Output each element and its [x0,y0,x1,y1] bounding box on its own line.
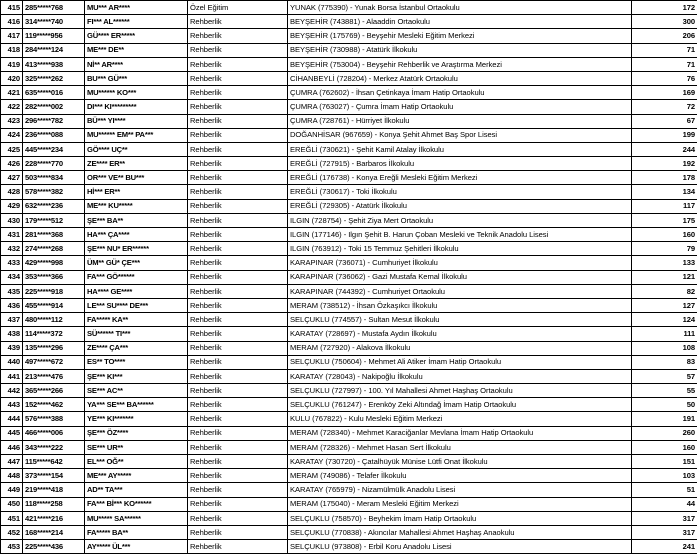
masked-name-cell: FA***** BA** [85,525,188,539]
score-cell: 199 [632,128,697,142]
masked-name-cell: ME*** DE** [85,43,188,57]
row-index-cell: 434 [1,270,23,284]
field-cell: Rehberlik [188,426,288,440]
masked-name-cell: Hİ*** ER** [85,185,188,199]
field-cell: Rehberlik [188,185,288,199]
table-row [1,497,697,511]
masked-name-cell: FA*** Bİ*** KO****** [85,497,188,511]
row-index-cell: 419 [1,57,23,71]
masked-id-cell: 135*****296 [23,341,85,355]
masked-id-cell: 480*****112 [23,313,85,327]
row-index-cell: 452 [1,525,23,539]
masked-name-cell: ME*** AY***** [85,469,188,483]
school-cell: KARATAY (730720) - Çatalhüyük Münise Lütfi Onat İlkokulu [288,455,632,469]
school-cell: KARATAY (728043) - Nakipoğlu İlkokulu [288,369,632,383]
table-row [1,256,697,270]
score-cell: 83 [632,355,697,369]
field-cell: Rehberlik [188,455,288,469]
masked-id-cell: 179*****512 [23,213,85,227]
field-cell: Rehberlik [188,469,288,483]
masked-name-cell: ŞE*** NU* ER****** [85,242,188,256]
table-row [1,540,697,554]
school-cell: ÇUMRA (728761) - Hürriyet İlkokulu [288,114,632,128]
masked-name-cell: SÜ****** TI*** [85,327,188,341]
masked-id-cell: 225*****436 [23,540,85,554]
field-cell: Rehberlik [188,525,288,539]
score-cell: 82 [632,284,697,298]
masked-name-cell: OR*** VE** BU*** [85,171,188,185]
masked-id-cell: 285*****768 [23,1,85,15]
masked-id-cell: 445*****234 [23,142,85,156]
field-cell: Rehberlik [188,171,288,185]
masked-name-cell: ZE**** ÇA*** [85,341,188,355]
field-cell: Rehberlik [188,15,288,29]
masked-id-cell: 118*****258 [23,497,85,511]
score-cell: 241 [632,540,697,554]
table-row [1,185,697,199]
masked-id-cell: 281*****368 [23,228,85,242]
table-row [1,455,697,469]
row-index-cell: 417 [1,29,23,43]
table-row [1,327,697,341]
score-cell: 172 [632,1,697,15]
field-cell: Rehberlik [188,199,288,213]
table-row [1,298,697,312]
row-index-cell: 448 [1,469,23,483]
masked-name-cell: ŞE*** KI*** [85,369,188,383]
score-cell: 117 [632,199,697,213]
table-row [1,86,697,100]
score-cell: 51 [632,483,697,497]
field-cell: Rehberlik [188,355,288,369]
school-cell: KULU (767822) - Kulu Mesleki Eğitim Merkezi [288,412,632,426]
masked-id-cell: 365*****266 [23,384,85,398]
school-cell: ILGIN (763912) - Toki 15 Temmuz Şehitleri İlkokulu [288,242,632,256]
row-index-cell: 427 [1,171,23,185]
masked-id-cell: 284*****124 [23,43,85,57]
score-cell: 317 [632,511,697,525]
row-index-cell: 420 [1,71,23,85]
row-index-cell: 421 [1,86,23,100]
masked-id-cell: 635*****016 [23,86,85,100]
score-cell: 191 [632,412,697,426]
table-row [1,483,697,497]
masked-name-cell: EL*** OĞ** [85,455,188,469]
table-row [1,440,697,454]
field-cell: Rehberlik [188,497,288,511]
score-cell: 206 [632,29,697,43]
school-cell: MERAM (728326) - Mehmet Hasan Sert İlkokulu [288,440,632,454]
masked-name-cell: BU*** GÜ*** [85,71,188,85]
masked-name-cell: MU*** AR**** [85,1,188,15]
table-row [1,171,697,185]
masked-id-cell: 413*****938 [23,57,85,71]
field-cell: Rehberlik [188,412,288,426]
score-cell: 76 [632,71,697,85]
score-cell: 300 [632,15,697,29]
masked-id-cell: 296*****782 [23,114,85,128]
table-row [1,213,697,227]
field-cell: Rehberlik [188,440,288,454]
masked-name-cell: AD** TA*** [85,483,188,497]
school-cell: ÇUMRA (762602) - İhsan Çetinkaya İmam Hatip Ortaokulu [288,86,632,100]
table-row [1,341,697,355]
school-cell: MERAM (749086) - Telafer İlkokulu [288,469,632,483]
score-cell: 192 [632,157,697,171]
school-cell: YUNAK (775390) - Yunak Borsa İstanbul Ortaokulu [288,1,632,15]
score-cell: 108 [632,341,697,355]
school-cell: ILGIN (177146) - Ilgın Şehit B. Harun Çoban Mesleki ve Teknik Anadolu Lisesi [288,228,632,242]
masked-id-cell: 503*****834 [23,171,85,185]
school-cell: SELÇUKLU (770838) - Akıncılar Mahallesi Ahmet Haşhaş Anaokulu [288,525,632,539]
school-cell: KARATAY (765979) - Nizamülmülk Anadolu Lisesi [288,483,632,497]
masked-name-cell: FA*** GÖ****** [85,270,188,284]
masked-name-cell: SE*** AC** [85,384,188,398]
row-index-cell: 447 [1,455,23,469]
masked-id-cell: 115*****642 [23,455,85,469]
row-index-cell: 451 [1,511,23,525]
masked-id-cell: 632*****236 [23,199,85,213]
masked-id-cell: 152*****462 [23,398,85,412]
field-cell: Özel Eğitim [188,1,288,15]
masked-id-cell: 225*****918 [23,284,85,298]
score-cell: 175 [632,213,697,227]
table-row [1,369,697,383]
masked-name-cell: GÖ**** UÇ** [85,142,188,156]
field-cell: Rehberlik [188,284,288,298]
school-cell: SELÇUKLU (727997) - 100. Yıl Mahallesi Ahmet Haşhaş Ortaokulu [288,384,632,398]
masked-id-cell: 373*****154 [23,469,85,483]
score-cell: 103 [632,469,697,483]
school-cell: SELÇUKLU (761247) - Erenköy Zeki Altındağ İmam Hatip Ortaokulu [288,398,632,412]
row-index-cell: 435 [1,284,23,298]
row-index-cell: 425 [1,142,23,156]
masked-id-cell: 421*****216 [23,511,85,525]
school-cell: KARAPINAR (744392) - Cumhuriyet Ortaokulu [288,284,632,298]
masked-name-cell: HA**** GE**** [85,284,188,298]
school-cell: MERAM (175040) - Meram Mesleki Eğitim Merkezi [288,497,632,511]
masked-id-cell: 213*****476 [23,369,85,383]
row-index-cell: 437 [1,313,23,327]
table-body [1,1,697,554]
table-row [1,1,697,15]
school-cell: MERAM (727920) - Alakova İlkokulu [288,341,632,355]
score-cell: 244 [632,142,697,156]
field-cell: Rehberlik [188,228,288,242]
table-row [1,128,697,142]
score-cell: 111 [632,327,697,341]
table-row [1,525,697,539]
field-cell: Rehberlik [188,341,288,355]
score-cell: 55 [632,384,697,398]
score-cell: 124 [632,313,697,327]
score-cell: 121 [632,270,697,284]
score-cell: 178 [632,171,697,185]
field-cell: Rehberlik [188,142,288,156]
row-index-cell: 429 [1,199,23,213]
table-row [1,157,697,171]
school-cell: BEYŞEHİR (743881) - Alaaddin Ortaokulu [288,15,632,29]
table-row [1,426,697,440]
masked-id-cell: 576*****388 [23,412,85,426]
score-cell: 71 [632,57,697,71]
masked-name-cell: LE*** SU**** DE*** [85,298,188,312]
row-index-cell: 440 [1,355,23,369]
school-cell: MERAM (738512) - İhsan Özkaşıkcı İlkokulu [288,298,632,312]
field-cell: Rehberlik [188,29,288,43]
field-cell: Rehberlik [188,511,288,525]
row-index-cell: 418 [1,43,23,57]
masked-name-cell: AY***** ÜL*** [85,540,188,554]
score-cell: 317 [632,525,697,539]
field-cell: Rehberlik [188,398,288,412]
score-cell: 151 [632,455,697,469]
table-row [1,142,697,156]
table-row [1,412,697,426]
row-index-cell: 428 [1,185,23,199]
school-cell: BEYŞEHİR (175769) - Beyşehir Mesleki Eğitim Merkezi [288,29,632,43]
masked-name-cell: ES** TO**** [85,355,188,369]
masked-name-cell: FI*** AL****** [85,15,188,29]
school-cell: KARATAY (728697) - Mustafa Aydın İlkokulu [288,327,632,341]
masked-id-cell: 325*****262 [23,71,85,85]
row-index-cell: 423 [1,114,23,128]
masked-id-cell: 455*****914 [23,298,85,312]
row-index-cell: 422 [1,100,23,114]
field-cell: Rehberlik [188,100,288,114]
row-index-cell: 441 [1,369,23,383]
masked-id-cell: 228*****770 [23,157,85,171]
table-row [1,29,697,43]
row-index-cell: 439 [1,341,23,355]
masked-name-cell: YA*** SE*** BA****** [85,398,188,412]
table-row [1,114,697,128]
masked-name-cell: ZE**** ER** [85,157,188,171]
masked-id-cell: 429*****998 [23,256,85,270]
score-cell: 50 [632,398,697,412]
row-index-cell: 424 [1,128,23,142]
masked-name-cell: MU****** KO*** [85,86,188,100]
masked-name-cell: ŞE*** ÖZ**** [85,426,188,440]
field-cell: Rehberlik [188,57,288,71]
masked-id-cell: 578*****382 [23,185,85,199]
school-cell: EREĞLİ (729305) - Atatürk İlkokulu [288,199,632,213]
row-index-cell: 450 [1,497,23,511]
masked-name-cell: FA***** KA** [85,313,188,327]
row-index-cell: 431 [1,228,23,242]
table-row [1,242,697,256]
row-index-cell: 442 [1,384,23,398]
score-cell: 260 [632,426,697,440]
row-index-cell: 433 [1,256,23,270]
score-cell: 44 [632,497,697,511]
row-index-cell: 415 [1,1,23,15]
masked-id-cell: 119*****956 [23,29,85,43]
masked-name-cell: Nİ** AR**** [85,57,188,71]
masked-id-cell: 219*****418 [23,483,85,497]
row-index-cell: 443 [1,398,23,412]
school-cell: SELÇUKLU (750604) - Mehmet Ali Atiker İmam Hatip Ortaokulu [288,355,632,369]
school-cell: BEYŞEHİR (730988) - Atatürk İlkokulu [288,43,632,57]
table-row [1,511,697,525]
table-row [1,469,697,483]
school-cell: EREĞLİ (730617) - Toki İlkokulu [288,185,632,199]
masked-name-cell: YE*** KI******* [85,412,188,426]
school-cell: SELÇUKLU (774557) - Sultan Mesut İlkokulu [288,313,632,327]
school-cell: SELÇUKLU (758570) - Beyhekim İmam Hatip Ortaokulu [288,511,632,525]
table-row [1,199,697,213]
score-cell: 72 [632,100,697,114]
masked-name-cell: ÜM** GÜ* ÇE*** [85,256,188,270]
masked-name-cell: BÜ*** YI**** [85,114,188,128]
score-cell: 160 [632,440,697,454]
table-row [1,355,697,369]
field-cell: Rehberlik [188,86,288,100]
field-cell: Rehberlik [188,369,288,383]
field-cell: Rehberlik [188,256,288,270]
masked-id-cell: 466*****006 [23,426,85,440]
masked-id-cell: 114*****372 [23,327,85,341]
field-cell: Rehberlik [188,242,288,256]
school-cell: KARAPINAR (736071) - Cumhuriyet İlkokulu [288,256,632,270]
field-cell: Rehberlik [188,327,288,341]
school-cell: EREĞLİ (176738) - Konya Ereğli Mesleki Eğitim Merkezi [288,171,632,185]
score-cell: 57 [632,369,697,383]
field-cell: Rehberlik [188,213,288,227]
score-cell: 169 [632,86,697,100]
masked-id-cell: 274*****268 [23,242,85,256]
masked-name-cell: MU****** EM** PA*** [85,128,188,142]
masked-id-cell: 168*****214 [23,525,85,539]
school-cell: MERAM (728340) - Mehmet Karaciğanlar Mevlana İmam Hatip Ortaokulu [288,426,632,440]
table-row [1,284,697,298]
table-row [1,43,697,57]
masked-name-cell: ME*** KU***** [85,199,188,213]
score-cell: 127 [632,298,697,312]
masked-name-cell: SE*** UR** [85,440,188,454]
row-index-cell: 449 [1,483,23,497]
masked-name-cell: DI*** KI********* [85,100,188,114]
score-cell: 133 [632,256,697,270]
school-cell: CİHANBEYLİ (728204) - Merkez Atatürk Ortaokulu [288,71,632,85]
field-cell: Rehberlik [188,540,288,554]
school-cell: DOĞANHİSAR (967659) - Konya Şehit Ahmet Baş Spor Lisesi [288,128,632,142]
row-index-cell: 438 [1,327,23,341]
masked-id-cell: 314*****740 [23,15,85,29]
field-cell: Rehberlik [188,114,288,128]
row-index-cell: 432 [1,242,23,256]
field-cell: Rehberlik [188,270,288,284]
row-index-cell: 453 [1,540,23,554]
table-row [1,384,697,398]
table-row [1,270,697,284]
masked-id-cell: 353*****366 [23,270,85,284]
score-cell: 134 [632,185,697,199]
table-row [1,398,697,412]
table-row [1,15,697,29]
masked-id-cell: 282*****002 [23,100,85,114]
table-row [1,57,697,71]
row-index-cell: 430 [1,213,23,227]
score-cell: 160 [632,228,697,242]
row-index-cell: 445 [1,426,23,440]
masked-name-cell: HA*** ÇA**** [85,228,188,242]
masked-name-cell: GÜ**** ER***** [85,29,188,43]
field-cell: Rehberlik [188,384,288,398]
field-cell: Rehberlik [188,483,288,497]
school-cell: EREĞLİ (727915) - Barbaros İlkokulu [288,157,632,171]
table-row [1,71,697,85]
field-cell: Rehberlik [188,128,288,142]
field-cell: Rehberlik [188,43,288,57]
school-cell: ILGIN (728754) - Şehit Ziya Mert Ortaokulu [288,213,632,227]
school-cell: BEYŞEHİR (753004) - Beyşehir Rehberlik ve Araştırma Merkezi [288,57,632,71]
row-index-cell: 436 [1,298,23,312]
row-index-cell: 444 [1,412,23,426]
score-cell: 67 [632,114,697,128]
school-cell: EREĞLİ (730621) - Şehit Kamil Atalay İlkokulu [288,142,632,156]
masked-name-cell: ŞE*** BA** [85,213,188,227]
table-row [1,228,697,242]
row-index-cell: 446 [1,440,23,454]
field-cell: Rehberlik [188,313,288,327]
school-cell: KARAPINAR (736062) - Gazi Mustafa Kemal İlkokulu [288,270,632,284]
table-row [1,313,697,327]
score-cell: 79 [632,242,697,256]
school-cell: ÇUMRA (763027) - Çumra İmam Hatip Ortaokulu [288,100,632,114]
table-row [1,100,697,114]
school-cell: SELÇUKLU (973808) - Erbil Koru Anadolu Lisesi [288,540,632,554]
score-cell: 71 [632,43,697,57]
masked-id-cell: 236*****088 [23,128,85,142]
masked-id-cell: 497*****672 [23,355,85,369]
row-index-cell: 426 [1,157,23,171]
masked-name-cell: MU***** SA****** [85,511,188,525]
field-cell: Rehberlik [188,71,288,85]
masked-id-cell: 343*****222 [23,440,85,454]
field-cell: Rehberlik [188,298,288,312]
row-index-cell: 416 [1,15,23,29]
field-cell: Rehberlik [188,157,288,171]
